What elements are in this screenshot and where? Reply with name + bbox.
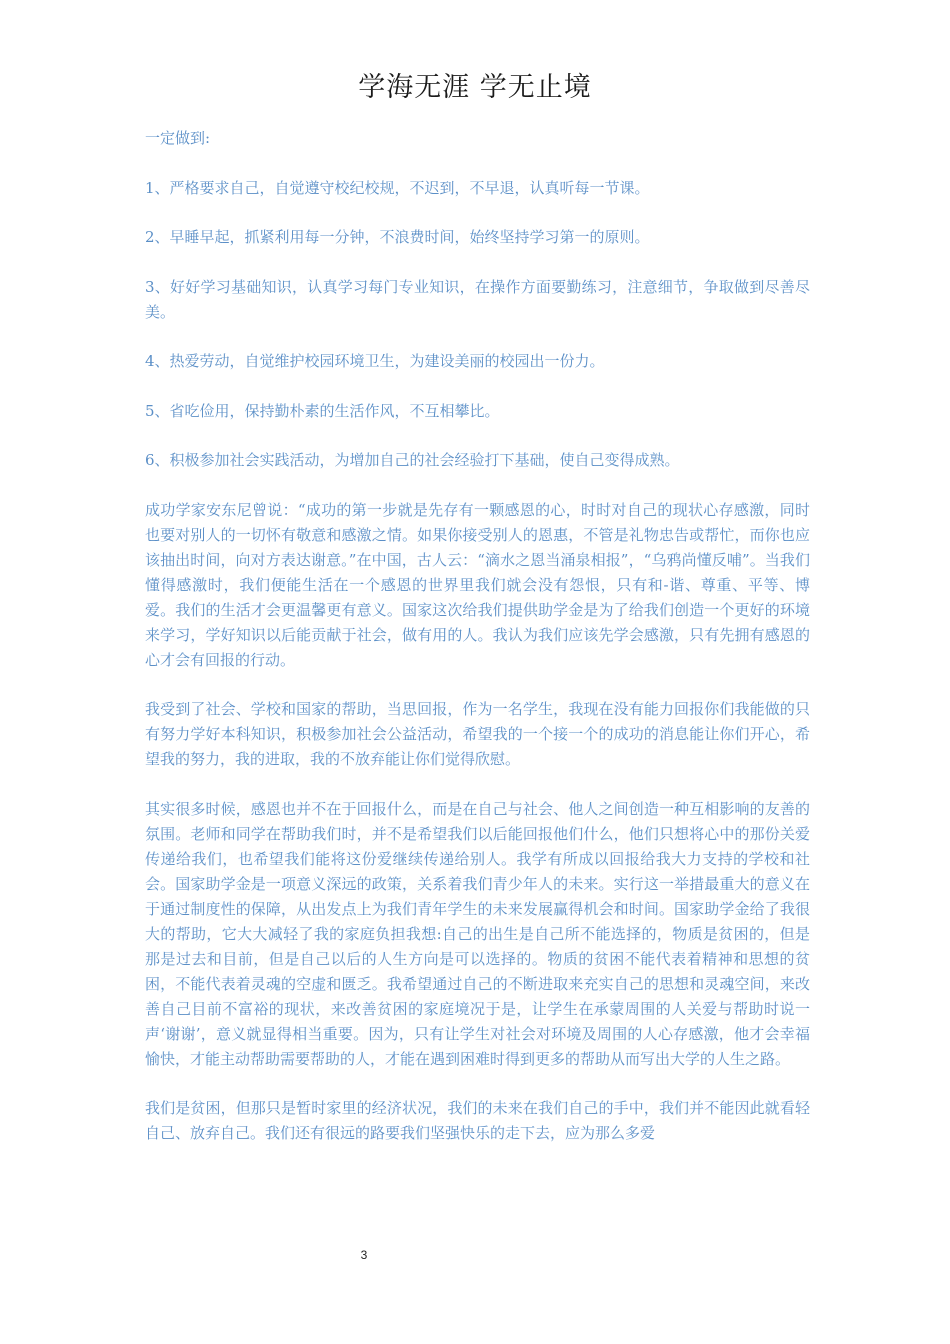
commitment-item-5: 5、省吃俭用，保持勤朴素的生活作风，不互相攀比。 bbox=[145, 401, 500, 420]
commitment-item-6: 6、积极参加社会实践活动，为增加自己的社会经验打下基础，使自己变得成熟。 bbox=[145, 451, 680, 469]
page-title: 学海无涯 学无止境 bbox=[358, 72, 592, 103]
page-number: 3 bbox=[360, 1248, 368, 1262]
commitment-item-2: 2、早睡早起，抓紧利用每一分钟，不浪费时间，始终坚持学习第一的原则。 bbox=[145, 228, 650, 246]
commitment-item-4: 4、热爱劳动，自觉维护校园环境卫生，为建设美丽的校园出一份力。 bbox=[145, 352, 605, 370]
body-paragraph-4: 我们是贫困，但那只是暂时家里的经济状况，我们的未来在我们自己的手中，我们并不能因此就看轻自己、放弃自己。我们还有很远的路要我们坚强快乐的走下去，应为那么多爱 bbox=[145, 1099, 810, 1142]
body-paragraph-2: 我受到了社会、学校和国家的帮助，当思回报，作为一名学生，我现在没有能力回报你们我能做的只有努力学好本科知识，积极参加社会公益活动，希望我的一个接一个的成功的消息能让你们开心，希望我的努力，我的进取，我的不放弃能让你们觉得欣慰。 bbox=[145, 700, 810, 768]
body-paragraph-1: 成功学家安东尼曾说：“成功的第一步就是先存有一颗感恩的心，时时对自己的现状心存感激，同时也要对别人的一切怀有敬意和感激之情。如果你接受别人的恩惠，不管是礼物忠告或帮忙，而你也应该抽出时间，向对方表达谢意。”在中国，古人云：“滴水之恩当涌泉相报”，“乌鸦尚懂反哺”。当我们懂得感激时，我们便能生活在一个感恩的世界里我们就会没有怨恨，只有和-谐、尊重、平等、博爱。我们的生活才会更温馨更有意义。国家这次给我们提供助学金是为了给我们创造一个更好的环境来学习，学好知识以后能贡献于社会，做有用的人。我认为我们应该先学会感激，只有先拥有感恩的心才会有回报的行动。 bbox=[145, 500, 810, 669]
commitment-item-3: 3、好好学习基础知识，认真学习每门专业知识，在操作方面要勤练习，注意细节，争取做到尽善尽美。 bbox=[145, 277, 810, 321]
body-paragraph-3: 其实很多时候，感恩也并不在于回报什么，而是在自己与社会、他人之间创造一种互相影响的友善的氛围。老师和同学在帮助我们时，并不是希望我们以后能回报他们什么，他们只想将心中的那份关爱传递给我们，也希望我们能将这份爱继续传递给别人。我学有所成以回报给我大力支持的学校和社会。国家助学金是一项意义深远的政策，关系着我们青少年人的未来。实行这一举措最重大的意义在于通过制度性的保障，从出发点上为我们青年学生的未来发展赢得机会和时间。国家助学金给了我很大的帮助，它大大减轻了我的家庭负担我想:自己的出生是自己所不能选择的，物质是贫困的，但是那是过去和目前，但是自己以后的人生方向是可以选择的。物质的贫困不能代表着精神和思想的贫困，不能代表着灵魂的空虚和匮乏。我希望通过自己的不断进取来充实自己的思想和灵魂空间，来改善自己目前不富裕的现状，来改善贫困的家庭境况于是，让学生在承蒙周围的人关爱与帮助时说一声‘谢谢’，意义就显得相当重要。因为，只有让学生对社会对环境及周围的人心存感激，他才会幸福愉快，才能主动帮助需要帮助的人，才能在遇到困难时得到更多的帮助从而写出大学的人生之路。 bbox=[145, 799, 810, 1068]
intro-line: 一定做到: bbox=[145, 129, 211, 147]
commitment-item-1: 1、严格要求自己，自觉遵守校纪校规，不迟到，不早退，认真听每一节课。 bbox=[145, 178, 650, 197]
document-body bbox=[145, 126, 810, 1171]
